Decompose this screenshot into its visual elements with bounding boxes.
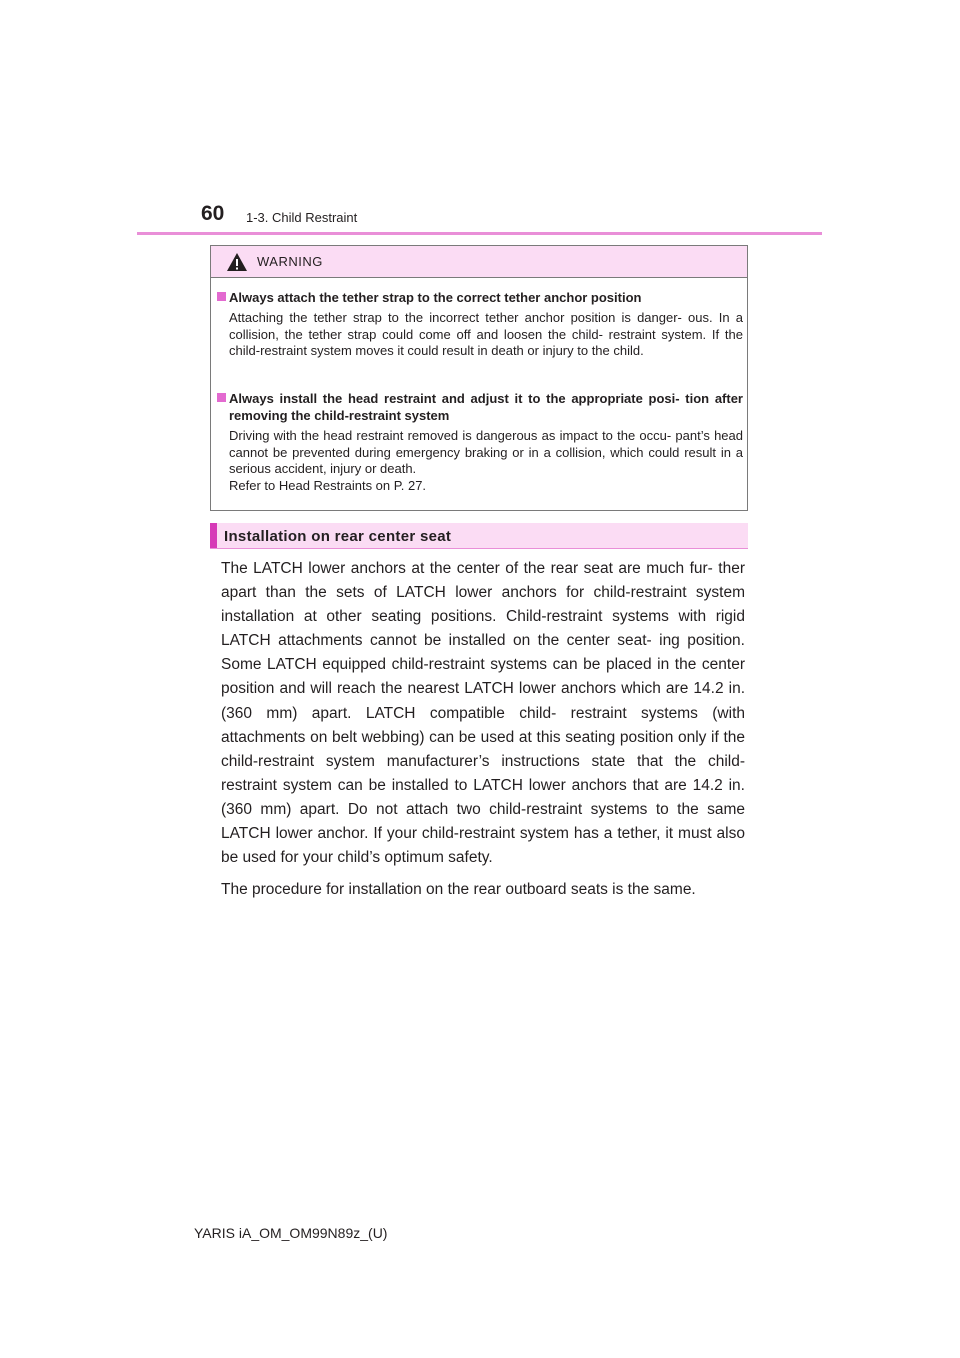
warning-item-body	[217, 428, 743, 494]
page-number: 60	[201, 202, 225, 225]
square-bullet-icon	[217, 292, 226, 301]
warning-triangle-icon	[226, 252, 248, 272]
warning-item-heading-text: Always attach the tether strap to the correct tether anchor position	[229, 290, 642, 305]
cross-reference: Refer to Head Restraints on P. 27.	[229, 477, 427, 493]
section-label: 1-3. Child Restraint	[246, 210, 358, 225]
body-paragraph: The LATCH lower anchors at the center of the rear seat are much fur- ther apart than the sets of LATCH lower anchors for child-restraint system installation at other seating positions. Child-restraint systems with rigid LATCH attachments cannot be installed on the center seat- ing position. Some LATCH equipped child-restraint systems can be placed in the center position and will reach the nearest LATCH lower anchors which are 14.2 in. (360 mm) apart. LATCH compatible child- restraint systems (with attachments on belt webbing) can be used at this seating position only if the child-restraint system manufacturer’s instructions state that the child-restraint system can be installed to LATCH lower anchors that are 14.2 in. (360 mm) apart. Do not attach two child-restraint systems to the same LATCH lower anchor. If your child-restraint system has a tether, it must also be used for your child’s optimum safety.	[221, 560, 745, 867]
warning-title: WARNING	[257, 254, 323, 269]
warning-item	[217, 289, 743, 360]
subsection-underline	[210, 548, 748, 549]
body-paragraph: The procedure for installation on the rear outboard seats is the same.	[221, 881, 696, 899]
warning-header	[211, 246, 747, 278]
warning-item	[217, 390, 743, 494]
warning-box	[210, 245, 748, 511]
warning-item-paragraph: Driving with the head restraint removed is dangerous as impact to the occu- pant’s head cannot be prevented during emergency braking or in a collision, which could result in a serious accident, injury or death.	[229, 428, 743, 476]
warning-item-heading	[217, 289, 743, 306]
warning-item-body	[217, 310, 743, 360]
header-rule	[137, 232, 822, 235]
subsection-accent-bar	[210, 523, 217, 549]
document-code: YARIS iA_OM_OM99N89z_(U)	[194, 1225, 388, 1241]
square-bullet-icon	[217, 393, 226, 402]
warning-item-paragraph: Attaching the tether strap to the incorrect tether anchor position is danger- ous. In a collision, the tether strap could come off and loosen the child- restraint system. If the child-restraint system moves it could result in death or injury to the child.	[229, 310, 743, 358]
warning-item-heading	[217, 390, 743, 424]
warning-item-heading-text: Always install the head restraint and adjust it to the appropriate posi- tion after removing the child-restraint system	[229, 391, 743, 423]
section-body	[221, 557, 745, 910]
subsection-heading	[210, 523, 748, 549]
subsection-title: Installation on rear center seat	[224, 528, 452, 545]
